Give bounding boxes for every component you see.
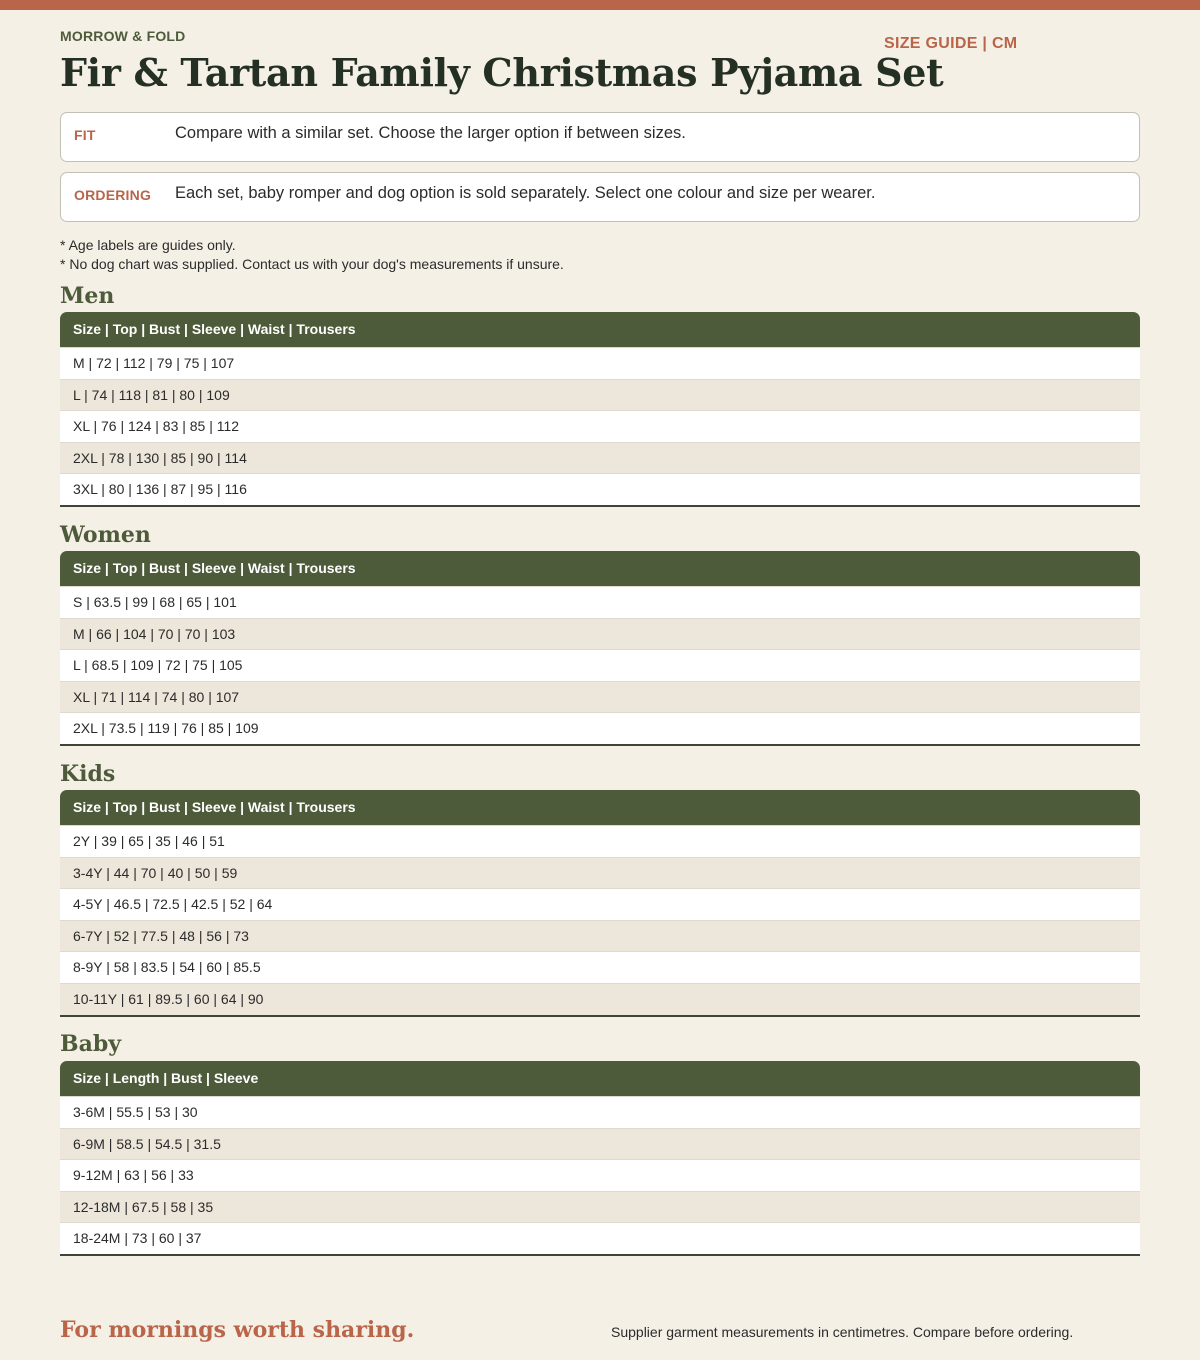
footer-tagline: For mornings worth sharing.	[60, 1317, 415, 1343]
footnote-dog: * No dog chart was supplied. Contact us with your dog's measurements if unsure.	[60, 256, 564, 272]
table-header: Size | Top | Bust | Sleeve | Waist | Trousers	[60, 312, 1140, 347]
table-header: Size | Top | Bust | Sleeve | Waist | Trousers	[60, 551, 1140, 586]
table-row: 2Y | 39 | 65 | 35 | 46 | 51	[60, 825, 1140, 857]
table-row: L | 68.5 | 109 | 72 | 75 | 105	[60, 649, 1140, 681]
table-row: 3XL | 80 | 136 | 87 | 95 | 116	[60, 473, 1140, 505]
size-guide-label: SIZE GUIDE | CM	[884, 35, 1018, 52]
brand-name: MORROW & FOLD	[60, 28, 186, 44]
size-table-kids	[60, 790, 1140, 1017]
table-row: 3-6M | 55.5 | 53 | 30	[60, 1096, 1140, 1128]
footnotes	[60, 236, 564, 274]
table-row: 10-11Y | 61 | 89.5 | 60 | 64 | 90	[60, 983, 1140, 1015]
fit-note-text: Compare with a similar set. Choose the larger option if between sizes.	[175, 124, 686, 142]
table-row: M | 72 | 112 | 79 | 75 | 107	[60, 347, 1140, 379]
table-row: M | 66 | 104 | 70 | 70 | 103	[60, 618, 1140, 650]
size-table-men	[60, 312, 1140, 507]
table-header: Size | Top | Bust | Sleeve | Waist | Trousers	[60, 790, 1140, 825]
size-table-baby	[60, 1061, 1140, 1256]
table-row: 18-24M | 73 | 60 | 37	[60, 1222, 1140, 1254]
table-row: 4-5Y | 46.5 | 72.5 | 42.5 | 52 | 64	[60, 888, 1140, 920]
ordering-note-tag: ORDERING	[74, 187, 152, 203]
table-row: 6-7Y | 52 | 77.5 | 48 | 56 | 73	[60, 920, 1140, 952]
size-table-women	[60, 551, 1140, 746]
section-title-baby: Baby	[60, 1031, 122, 1057]
ordering-note-text: Each set, baby romper and dog option is sold separately. Select one colour and size per wearer.	[175, 184, 876, 202]
table-row: 2XL | 73.5 | 119 | 76 | 85 | 109	[60, 712, 1140, 744]
top-accent-bar	[0, 0, 1200, 10]
table-row: 2XL | 78 | 130 | 85 | 90 | 114	[60, 442, 1140, 474]
section-title-women: Women	[60, 522, 151, 548]
table-row: XL | 76 | 124 | 83 | 85 | 112	[60, 410, 1140, 442]
footnote-age: * Age labels are guides only.	[60, 237, 236, 253]
page-title: Fir & Tartan Family Christmas Pyjama Set	[60, 50, 944, 95]
table-header: Size | Length | Bust | Sleeve	[60, 1061, 1140, 1096]
fit-note-tag: FIT	[74, 127, 96, 143]
section-title-men: Men	[60, 283, 115, 309]
table-row: 8-9Y | 58 | 83.5 | 54 | 60 | 85.5	[60, 951, 1140, 983]
table-row: 9-12M | 63 | 56 | 33	[60, 1159, 1140, 1191]
table-row: L | 74 | 118 | 81 | 80 | 109	[60, 379, 1140, 411]
table-row: XL | 71 | 114 | 74 | 80 | 107	[60, 681, 1140, 713]
table-row: 6-9M | 58.5 | 54.5 | 31.5	[60, 1128, 1140, 1160]
footer-note: Supplier garment measurements in centimetres. Compare before ordering.	[611, 1324, 1074, 1340]
table-row: S | 63.5 | 99 | 68 | 65 | 101	[60, 586, 1140, 618]
ordering-note	[60, 172, 1140, 222]
section-title-kids: Kids	[60, 761, 116, 787]
table-row: 3-4Y | 44 | 70 | 40 | 50 | 59	[60, 857, 1140, 889]
table-row: 12-18M | 67.5 | 58 | 35	[60, 1191, 1140, 1223]
fit-note	[60, 112, 1140, 162]
